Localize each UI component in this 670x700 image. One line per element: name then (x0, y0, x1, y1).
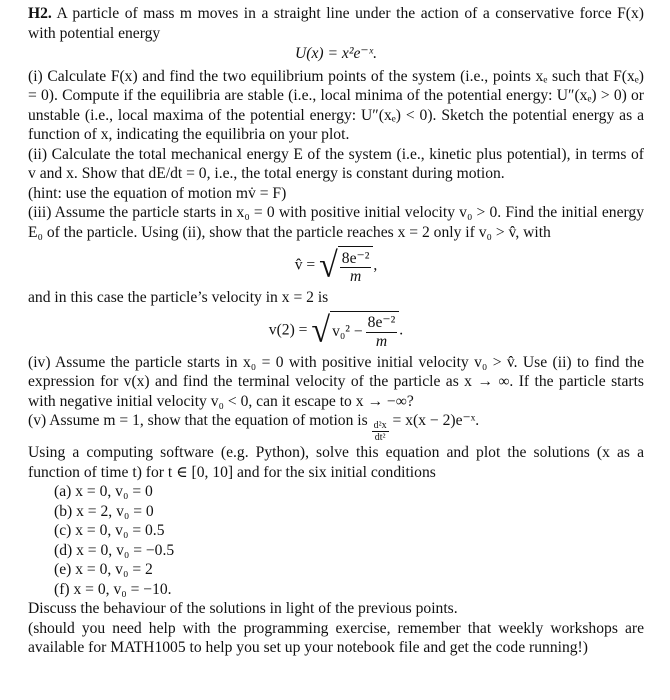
problem-intro (28, 4, 644, 43)
part-iii-text: (iii) Assume the particle starts in x₀ = 0 with positive initial velocity v₀ > 0. Find the initial energy E₀ of the particle. Using (ii), show that the particle reaches x = 2 only if v₀ > v̂, with (28, 204, 644, 241)
potential-equation: U(x) = x²e⁻ˣ. (295, 45, 377, 62)
v2-term: v₀² − (332, 323, 363, 341)
condition-e: (e) x = 0, v₀ = 2 (54, 561, 153, 578)
v2-equation (28, 311, 644, 351)
intro-line-1: A particle of mass m moves in a straight line under the action of a conservative force F(x) (56, 5, 644, 22)
part-v-rhs: = x(x − 2)e⁻ˣ. (392, 412, 480, 429)
part-v-lead: (v) Assume m = 1, show that the equation of motion is (28, 412, 368, 429)
vhat-lhs: v̂ = (294, 256, 316, 274)
condition-d: (d) x = 0, v₀ = −0.5 (54, 541, 175, 559)
part-v-fraction (372, 420, 389, 443)
vhat-equation (28, 246, 644, 286)
vhat-sqrt (319, 246, 373, 286)
condition-f: (f) x = 0, v₀ = −10. (54, 580, 172, 598)
part-v-text: Using a computing software (e.g. Python), solve this equation and plot the solutions (x as a function of time t) for t ∈ [0, 10] and for the six initial conditions (28, 444, 644, 481)
part-v-discuss: Discuss the behaviour of the solutions in light of the previous points. (28, 600, 458, 617)
condition-a: (a) x = 0, v₀ = 0 (54, 483, 153, 500)
vhat-fraction (340, 250, 372, 285)
part-ii-text: (ii) Calculate the total mechanical energy E of the system (i.e., kinetic plus potential), in terms of v and x. Show that dE/dt = 0, i.e., the total energy is constant during motion. (28, 145, 644, 182)
part-i-text: (i) Calculate F(x) and find the two equilibrium points of the system (i.e., points xₑ such that F(xₑ) = 0). Compute if the equilibria are stable (i.e., local minima of the potential energy: U″(xₑ) > 0) or unstable (i.e., local maxima of the potential energy: U″(xₑ) < 0). Sketch the potential energy as a function of x, indicating the equilibria on your plot. (28, 67, 644, 143)
condition-b: (b) x = 2, v₀ = 0 (54, 502, 154, 520)
v2-denominator: m (375, 332, 388, 350)
part-v-note: (should you need help with the programming exercise, remember that weekly workshops are available for MATH1005 to help you set up your notebook file and get the code running!) (28, 619, 644, 656)
problem-label: H2. (28, 5, 52, 22)
part-iv-text: (iv) Assume the particle starts in x₀ = 0 with positive initial velocity v₀ > v̂. Use (ii) to find the expression for v(x) and find the terminal velocity of the particle as x → ∞. If the particle starts with negative initial velocity v₀ < 0, can it escape to x → −∞? (28, 353, 644, 410)
vhat-denominator: m (349, 268, 362, 285)
v2-numerator: 8e⁻² (367, 314, 396, 332)
radical-sign-2: √ (311, 310, 331, 350)
v2-lhs: v(2) = (268, 321, 308, 339)
v2-fraction (366, 314, 398, 349)
vhat-numerator: 8e⁻² (341, 249, 370, 267)
v2-sqrt (311, 311, 399, 351)
intro-line-2: with potential energy (28, 24, 161, 42)
part-iii-mid-text: and in this case the particle’s velocity in x = 2 is (28, 289, 329, 306)
part-v-frac-num: d²x (373, 420, 387, 431)
condition-c: (c) x = 0, v₀ = 0.5 (54, 522, 165, 539)
initial-conditions-list (28, 482, 644, 599)
radical-sign: √ (319, 246, 338, 285)
part-v-frac-den: dt² (374, 432, 386, 443)
v2-tail: . (399, 321, 404, 339)
vhat-tail: , (373, 256, 378, 274)
part-ii-hint: (hint: use the equation of motion mv̇ = F) (28, 184, 287, 202)
part-v-equation-line (28, 411, 644, 443)
